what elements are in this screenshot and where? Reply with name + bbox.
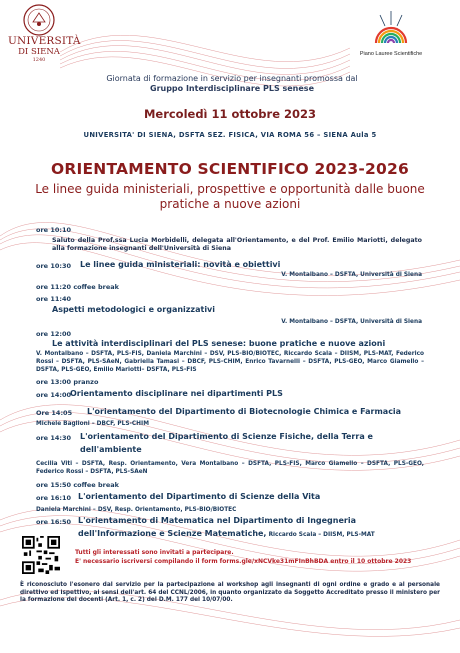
speaker-1200: V. Montalbano – DSFTA, PLS-FIS, Daniela Marchini – DSV, PLS-BIO/BIOTEC, Riccardo Scala – DIISM, PLS-MAT, Federico Rossi – DSFTA, PLS-SAeN, Gabriella Tamasi – DBCF, PLS-CHIM, Enrico Tavarnelli – DSFTA, PLS-GEO, Marco Giamello – DSFTA, PLS-GEO, Emilio Mariotti– DSFTA, PLS-FIS: [36, 351, 424, 373]
session-1010: Saluto della Prof.ssa Lucia Morbidelli, delegata all'Orientamento, e del Prof. Emilio Mariotti, delegato alla formazione insegnanti dell'Università di Siena: [52, 237, 422, 252]
session-1405: L'orientamento del Dipartimento di Biotecnologie Chimica e Farmacia: [87, 407, 402, 416]
session-1200: Le attività interdisciplinari del PLS senese: buone pratiche e nuove azioni: [52, 339, 386, 348]
university-line2: DI SIENA: [18, 47, 60, 57]
qr-code-icon[interactable]: [22, 536, 60, 574]
speaker-1030: V. Montalbano – DSFTA, Università di Siena: [281, 272, 422, 278]
time-1405: Ore 14:05: [36, 409, 73, 417]
lunch-1300: pranzo: [73, 378, 99, 386]
session-1650-line2: [78, 530, 375, 539]
pls-label: Piano Lauree Scientifiche: [359, 51, 423, 57]
event-date: Mercoledì 11 ottobre 2023: [143, 107, 317, 121]
note-invite: Tutti gli interessati sono invitati a partecipare.: [75, 549, 234, 556]
university-year: 1240: [32, 57, 46, 63]
legal-notice: È riconosciuto l'esonero dal servizio per la partecipazione al workshop agli insegnanti di ogni ordine e grado e al personale direttivo ed ispettivo, ai sensi dell'art. 64 del CCNL/2006, in quanto organizzato da Soggetto Accreditato presso il ministero per la formazione dei docenti (Art. 1, c. 2) del D.M. 177 del 10/07/00.: [20, 582, 440, 604]
time-1120-label: ore 11:20: [36, 283, 72, 291]
time-1650: ore 16:50: [36, 518, 72, 526]
session-1430-line2: dell'ambiente: [80, 445, 142, 454]
intro-text: [60, 74, 404, 94]
session-1400: Orientamento disciplinare nei dipartimenti PLS: [70, 389, 283, 398]
session-1650-line2-text: dell'Informazione e Scienze Matematiche,: [78, 529, 267, 538]
session-1430-line1: L'orientamento del Dipartimento di Scienze Fisiche, della Terra e: [80, 432, 373, 441]
coffee-break-1120: coffee break: [73, 283, 119, 291]
time-1140: ore 11:40: [36, 295, 72, 303]
university-line1: UNIVERSITÀ: [8, 35, 81, 47]
time-1200: ore 12:00: [36, 330, 72, 338]
time-1550: [36, 481, 119, 489]
event-subtitle: Le linee guida ministeriali, prospettive e opportunità dalle buone pratiche a nuove azioni: [35, 182, 425, 211]
intro-line1: Giornata di formazione in servizio per insegnanti promossa dal: [106, 74, 358, 83]
session-1650-line1: L'orientamento di Matematica nel Dipartimento di Ingegneria: [78, 516, 356, 525]
time-1610: ore 16:10: [36, 494, 72, 502]
time-1300: [36, 378, 98, 386]
speaker-1610: Daniela Marchini – DSV, Resp. Orientamento, PLS-BIO/BIOTEC: [36, 507, 237, 513]
speaker-1140: V. Montalbano – DSFTA, Università di Siena: [281, 319, 422, 325]
session-1140: Aspetti metodologici e organizzativi: [52, 305, 216, 314]
time-1120: [36, 283, 119, 291]
time-1300-label: ore 13:00: [36, 378, 72, 386]
time-1550-label: ore 15:50: [36, 481, 72, 489]
intro-line2: Gruppo Interdisciplinare PLS senese: [150, 84, 314, 93]
pls-logo: [350, 3, 432, 59]
time-1030: ore 10:30: [36, 262, 72, 270]
note-registration[interactable]: E' necessario iscriversi compilando il form forms.gle/xNCVke31mFInBhBDA entro il 10 ottobre 2023: [75, 558, 412, 565]
pls-rainbow-icon: [350, 3, 432, 49]
time-1400: ore 14:00: [36, 391, 72, 399]
event-venue: UNIVERSITA' DI SIENA, DSFTA SEZ. FISICA, VIA ROMA 56 – SIENA Aula 5: [83, 131, 377, 139]
university-logo-text: [8, 35, 81, 64]
speaker-1650: Riccardo Scala – DIISM, PLS-MAT: [268, 532, 375, 538]
time-1010: ore 10:10: [36, 226, 72, 234]
time-1430: ore 14:30: [36, 434, 72, 442]
coffee-break-1550: coffee break: [73, 481, 119, 489]
event-title: ORIENTAMENTO SCIENTIFICO 2023-2026: [51, 160, 409, 178]
speaker-1430: Cecilia Viti – DSFTA, Resp. Orientamento, Vera Montalbano – DSFTA, PLS-FIS, Marco Giamello – DSFTA, PLS-GEO, Federico Rossi – DSFTA, PLS-SAeN: [36, 461, 424, 475]
session-1610: L'orientamento del Dipartimento di Scienze della Vita: [78, 492, 321, 501]
speaker-1405: Michele Baglioni – DBCF, PLS-CHIM: [36, 421, 149, 427]
session-1030: Le linee guida ministeriali: novità e obiettivi: [80, 260, 281, 269]
